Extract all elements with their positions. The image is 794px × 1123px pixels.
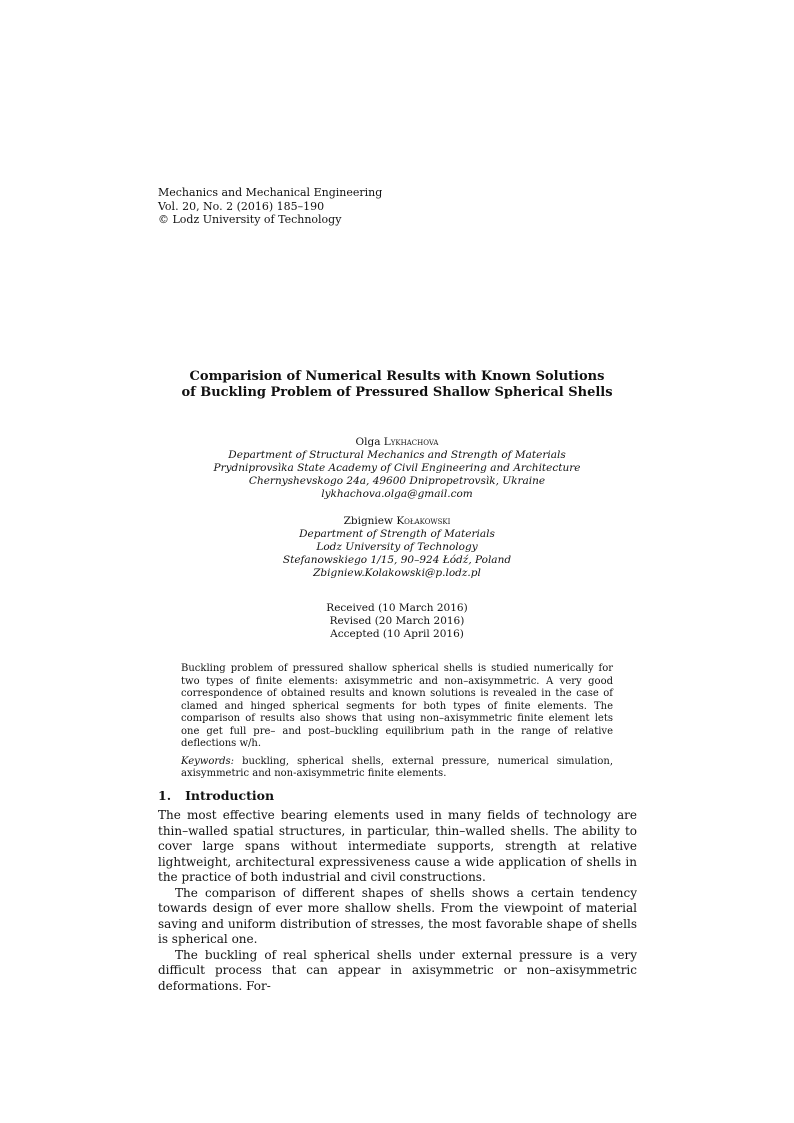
author-block-2	[0, 515, 794, 580]
author-last-name: Lykhachova	[383, 436, 439, 448]
author-affiliation-address: Chernyshevskogo 24a, 49600 Dnipropetrovsìk, Ukraine	[248, 475, 546, 487]
author-first-name: Zbigniew	[343, 515, 393, 527]
keywords-label: Keywords:	[181, 755, 235, 767]
journal-header	[158, 186, 382, 227]
abstract	[181, 663, 613, 781]
paragraph: The buckling of real spherical shells under external pressure is a very difficult process that can appear in axisymmetric or non–axisymmetric deformations. For-	[158, 947, 637, 993]
title-line-1: Comparision of Numerical Results with Known Solutions	[189, 369, 605, 384]
author-last-name: Kołakowski	[396, 515, 451, 527]
author-affiliation-dept: Department of Structural Mechanics and Strength of Materials	[228, 449, 566, 461]
author-email: Zbigniew.Kolakowski@p.lodz.pl	[313, 567, 481, 579]
author-affiliation-inst: Lodz University of Technology	[316, 541, 478, 553]
section-title: Introduction	[185, 788, 275, 803]
author-affiliation-address: Stefanowskiego 1/15, 90–924 Łódź, Poland	[282, 554, 512, 566]
keywords-list: buckling, spherical shells, external pressure, numerical simulation, axisymmetric and non-axisymmetric finite elements.	[181, 755, 613, 779]
date-revised: Revised (20 March 2016)	[329, 615, 465, 627]
author-first-name: Olga	[355, 436, 381, 448]
author-email: lykhachova.olga@gmail.com	[321, 488, 473, 500]
journal-name: Mechanics and Mechanical Engineering	[158, 186, 383, 199]
paragraph: The comparison of different shapes of shells shows a certain tendency towards design of ever more shallow shells. From the viewpoint of material saving and uniform distribution of stresses, the most favorable shape of shells is spherical one.	[158, 885, 637, 946]
journal-copyright: © Lodz University of Technology	[158, 213, 342, 226]
date-received: Received (10 March 2016)	[326, 602, 468, 614]
submission-dates	[0, 602, 794, 641]
author-name	[0, 436, 794, 449]
author-affiliation-inst: Prydniprovsìka State Academy of Civil Engineering and Architecture	[213, 462, 581, 474]
author-block-1	[0, 436, 794, 501]
section-number: 1.	[158, 788, 172, 803]
section-heading	[158, 788, 274, 803]
author-name	[0, 515, 794, 528]
body-text	[158, 808, 637, 994]
keywords	[181, 756, 613, 781]
journal-volume: Vol. 20, No. 2 (2016) 185–190	[158, 199, 325, 213]
author-affiliation-dept: Department of Strength of Materials	[299, 528, 495, 540]
date-accepted: Accepted (10 April 2016)	[330, 628, 464, 640]
title-line-2: of Buckling Problem of Pressured Shallow Spherical Shells	[181, 385, 613, 400]
paragraph: The most effective bearing elements used in many fields of technology are thin–walled spatial structures, in particular, thin–walled shells. The ability to cover large spans without intermediate supports, strength at relative lightweight, architectural expressiveness cause a wide application of shells in the practice of both industrial and civil constructions.	[158, 808, 637, 884]
abstract-text: Buckling problem of pressured shallow spherical shells is studied numerically for two types of finite elements: axisymmetric and non–axisymmetric. A very good correspondence of obtained results and known solutions is revealed in the case of clamed and hinged spherical segments for both types of finite elements. The comparison of results also shows that using non–axisymmetric finite element lets one get full pre– and post–buckling equilibrium path in the range of relative deflections w/h.	[181, 663, 613, 749]
paper-title	[0, 369, 794, 401]
